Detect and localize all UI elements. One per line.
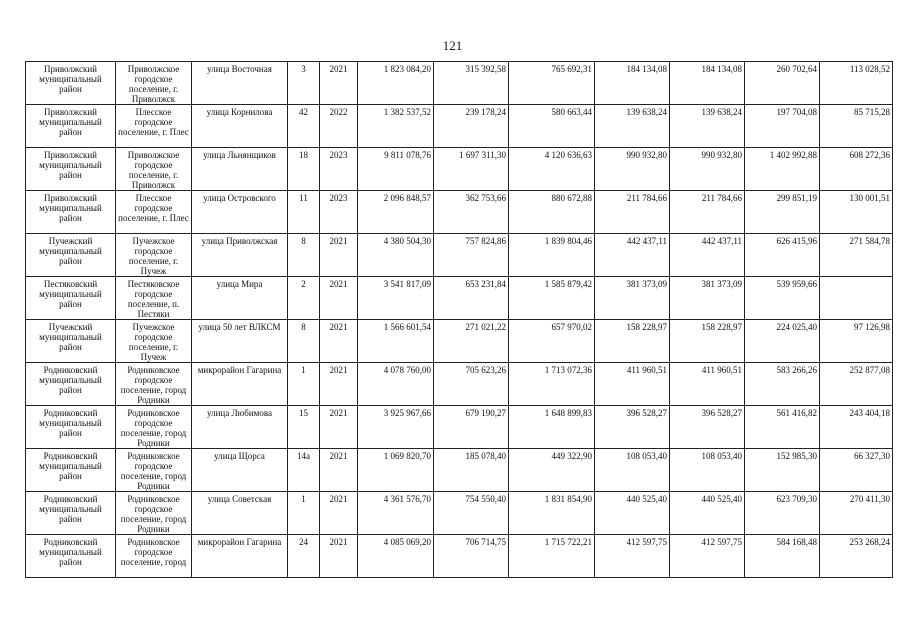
cost-col3-cell: 765 692,31 <box>509 62 595 105</box>
settlement-cell: Приволжское городское поселение, г. Приволжск <box>116 148 192 191</box>
table-row <box>26 234 893 277</box>
district-cell: Приволжский муниципальный район <box>26 62 116 105</box>
street-cell: улица Островского <box>192 191 288 234</box>
total-cost-cell: 3 925 967,66 <box>358 406 434 449</box>
cost-col6-cell: 623 709,30 <box>745 492 820 535</box>
cost-col3-cell: 657 970,02 <box>509 320 595 363</box>
year-cell: 2022 <box>320 105 358 148</box>
cost-col6-cell: 583 266,26 <box>745 363 820 406</box>
total-cost-cell: 4 380 504,30 <box>358 234 434 277</box>
street-cell: улица Приволжская <box>192 234 288 277</box>
street-cell: микрорайон Гагарина <box>192 363 288 406</box>
year-cell: 2021 <box>320 320 358 363</box>
district-cell: Приволжский муниципальный район <box>26 105 116 148</box>
cost-col4-cell: 184 134,08 <box>595 62 670 105</box>
cost-col4-cell: 381 373,09 <box>595 277 670 320</box>
cost-col6-cell: 584 168,48 <box>745 535 820 578</box>
cost-col7-cell: 271 584,78 <box>820 234 893 277</box>
cost-col4-cell: 108 053,40 <box>595 449 670 492</box>
settlement-cell: Родниковское городское поселение, город Родники <box>116 492 192 535</box>
cost-col7-cell: 113 028,52 <box>820 62 893 105</box>
cost-col2-cell: 185 078,40 <box>434 449 509 492</box>
house-number-cell: 1 <box>288 492 320 535</box>
year-cell: 2021 <box>320 62 358 105</box>
house-number-cell: 18 <box>288 148 320 191</box>
settlement-cell: Плесское городское поселение, г. Плес <box>116 105 192 148</box>
settlement-cell: Плесское городское поселение, г. Плес <box>116 191 192 234</box>
cost-col7-cell: 85 715,28 <box>820 105 893 148</box>
total-cost-cell: 3 541 817,09 <box>358 277 434 320</box>
cost-col5-cell: 158 228,97 <box>670 320 745 363</box>
cost-col7-cell: 130 001,51 <box>820 191 893 234</box>
cost-col3-cell: 580 663,44 <box>509 105 595 148</box>
cost-col7-cell <box>820 277 893 320</box>
cost-col7-cell: 270 411,30 <box>820 492 893 535</box>
cost-col4-cell: 412 597,75 <box>595 535 670 578</box>
year-cell: 2021 <box>320 363 358 406</box>
year-cell: 2023 <box>320 148 358 191</box>
cost-col5-cell: 211 784,66 <box>670 191 745 234</box>
house-number-cell: 42 <box>288 105 320 148</box>
cost-col5-cell: 184 134,08 <box>670 62 745 105</box>
district-cell: Приволжский муниципальный район <box>26 191 116 234</box>
house-number-cell: 8 <box>288 234 320 277</box>
cost-col4-cell: 396 528,27 <box>595 406 670 449</box>
cost-col6-cell: 1 402 992,88 <box>745 148 820 191</box>
cost-col2-cell: 706 714,75 <box>434 535 509 578</box>
house-number-cell: 11 <box>288 191 320 234</box>
cost-col4-cell: 440 525,40 <box>595 492 670 535</box>
settlement-cell: Родниковское городское поселение, город Родники <box>116 363 192 406</box>
settlement-cell: Пучежское городское поселение, г. Пучеж <box>116 234 192 277</box>
cost-col6-cell: 626 415,96 <box>745 234 820 277</box>
cost-col3-cell: 1 831 854,90 <box>509 492 595 535</box>
table-row <box>26 406 893 449</box>
street-cell: улица Любимова <box>192 406 288 449</box>
total-cost-cell: 2 096 848,57 <box>358 191 434 234</box>
total-cost-cell: 1 069 820,70 <box>358 449 434 492</box>
cost-col4-cell: 158 228,97 <box>595 320 670 363</box>
year-cell: 2021 <box>320 535 358 578</box>
settlement-cell: Родниковское городское поселение, город Родники <box>116 449 192 492</box>
house-number-cell: 14а <box>288 449 320 492</box>
cost-col5-cell: 411 960,51 <box>670 363 745 406</box>
cost-col6-cell: 152 985,30 <box>745 449 820 492</box>
house-number-cell: 3 <box>288 62 320 105</box>
year-cell: 2021 <box>320 449 358 492</box>
year-cell: 2021 <box>320 234 358 277</box>
housing-repair-table <box>25 61 893 578</box>
cost-col3-cell: 1 585 879,42 <box>509 277 595 320</box>
cost-col7-cell: 97 126,98 <box>820 320 893 363</box>
total-cost-cell: 4 361 576,70 <box>358 492 434 535</box>
district-cell: Родниковский муниципальный район <box>26 492 116 535</box>
table-row <box>26 105 893 148</box>
cost-col7-cell: 66 327,30 <box>820 449 893 492</box>
district-cell: Пучежский муниципальный район <box>26 234 116 277</box>
cost-col2-cell: 757 824,86 <box>434 234 509 277</box>
cost-col4-cell: 211 784,66 <box>595 191 670 234</box>
total-cost-cell: 1 823 084,20 <box>358 62 434 105</box>
settlement-cell: Пестяковское городское поселение, п. Пестяки <box>116 277 192 320</box>
settlement-cell: Пучежское городское поселение, г. Пучеж <box>116 320 192 363</box>
street-cell: улица Корнилова <box>192 105 288 148</box>
total-cost-cell: 4 078 760,00 <box>358 363 434 406</box>
cost-col3-cell: 1 839 804,46 <box>509 234 595 277</box>
cost-col7-cell: 253 268,24 <box>820 535 893 578</box>
cost-col2-cell: 754 550,40 <box>434 492 509 535</box>
cost-col2-cell: 705 623,26 <box>434 363 509 406</box>
table-row <box>26 148 893 191</box>
year-cell: 2023 <box>320 191 358 234</box>
cost-col2-cell: 271 021,22 <box>434 320 509 363</box>
year-cell: 2021 <box>320 277 358 320</box>
cost-col6-cell: 561 416,82 <box>745 406 820 449</box>
table-row <box>26 62 893 105</box>
cost-col6-cell: 260 702,64 <box>745 62 820 105</box>
house-number-cell: 8 <box>288 320 320 363</box>
cost-col5-cell: 396 528,27 <box>670 406 745 449</box>
cost-col2-cell: 679 190,27 <box>434 406 509 449</box>
street-cell: улица Мира <box>192 277 288 320</box>
total-cost-cell: 9 811 078,76 <box>358 148 434 191</box>
cost-col3-cell: 1 713 072,36 <box>509 363 595 406</box>
cost-col6-cell: 197 704,08 <box>745 105 820 148</box>
street-cell: улица Советская <box>192 492 288 535</box>
cost-col5-cell: 990 932,80 <box>670 148 745 191</box>
cost-col5-cell: 440 525,40 <box>670 492 745 535</box>
cost-col4-cell: 139 638,24 <box>595 105 670 148</box>
cost-col5-cell: 139 638,24 <box>670 105 745 148</box>
settlement-cell: Приволжское городское поселение, г. Приволжск <box>116 62 192 105</box>
district-cell: Родниковский муниципальный район <box>26 449 116 492</box>
total-cost-cell: 1 566 601,54 <box>358 320 434 363</box>
house-number-cell: 24 <box>288 535 320 578</box>
cost-col2-cell: 239 178,24 <box>434 105 509 148</box>
table-row <box>26 449 893 492</box>
cost-col4-cell: 411 960,51 <box>595 363 670 406</box>
district-cell: Пестяковский муниципальный район <box>26 277 116 320</box>
street-cell: микрорайон Гагарина <box>192 535 288 578</box>
street-cell: улица Льнянщиков <box>192 148 288 191</box>
table-row <box>26 320 893 363</box>
year-cell: 2021 <box>320 406 358 449</box>
district-cell: Родниковский муниципальный район <box>26 363 116 406</box>
cost-col3-cell: 449 322,90 <box>509 449 595 492</box>
cost-col7-cell: 243 404,18 <box>820 406 893 449</box>
cost-col6-cell: 299 851,19 <box>745 191 820 234</box>
street-cell: улица Щорса <box>192 449 288 492</box>
house-number-cell: 2 <box>288 277 320 320</box>
cost-col5-cell: 381 373,09 <box>670 277 745 320</box>
page-number: 121 <box>442 38 463 53</box>
house-number-cell: 1 <box>288 363 320 406</box>
cost-col4-cell: 442 437,11 <box>595 234 670 277</box>
total-cost-cell: 1 382 537,52 <box>358 105 434 148</box>
total-cost-cell: 4 085 069,20 <box>358 535 434 578</box>
district-cell: Приволжский муниципальный район <box>26 148 116 191</box>
table-row <box>26 277 893 320</box>
cost-col4-cell: 990 932,80 <box>595 148 670 191</box>
cost-col3-cell: 4 120 636,63 <box>509 148 595 191</box>
street-cell: улица Восточная <box>192 62 288 105</box>
cost-col6-cell: 539 959,66 <box>745 277 820 320</box>
table-row <box>26 363 893 406</box>
cost-col2-cell: 362 753,66 <box>434 191 509 234</box>
cost-col6-cell: 224 025,40 <box>745 320 820 363</box>
cost-col5-cell: 442 437,11 <box>670 234 745 277</box>
cost-col7-cell: 608 272,36 <box>820 148 893 191</box>
settlement-cell: Родниковское городское поселение, город <box>116 535 192 578</box>
table-row <box>26 535 893 578</box>
district-cell: Родниковский муниципальный район <box>26 535 116 578</box>
house-number-cell: 15 <box>288 406 320 449</box>
cost-col2-cell: 653 231,84 <box>434 277 509 320</box>
table-row <box>26 191 893 234</box>
cost-col7-cell: 252 877,08 <box>820 363 893 406</box>
cost-col3-cell: 1 715 722,21 <box>509 535 595 578</box>
cost-col5-cell: 412 597,75 <box>670 535 745 578</box>
cost-col2-cell: 1 697 311,30 <box>434 148 509 191</box>
district-cell: Пучежский муниципальный район <box>26 320 116 363</box>
district-cell: Родниковский муниципальный район <box>26 406 116 449</box>
cost-col3-cell: 880 672,88 <box>509 191 595 234</box>
year-cell: 2021 <box>320 492 358 535</box>
street-cell: улица 50 лет ВЛКСМ <box>192 320 288 363</box>
cost-col2-cell: 315 392,58 <box>434 62 509 105</box>
cost-col3-cell: 1 648 899,83 <box>509 406 595 449</box>
cost-col5-cell: 108 053,40 <box>670 449 745 492</box>
settlement-cell: Родниковское городское поселение, город Родники <box>116 406 192 449</box>
table-row <box>26 492 893 535</box>
